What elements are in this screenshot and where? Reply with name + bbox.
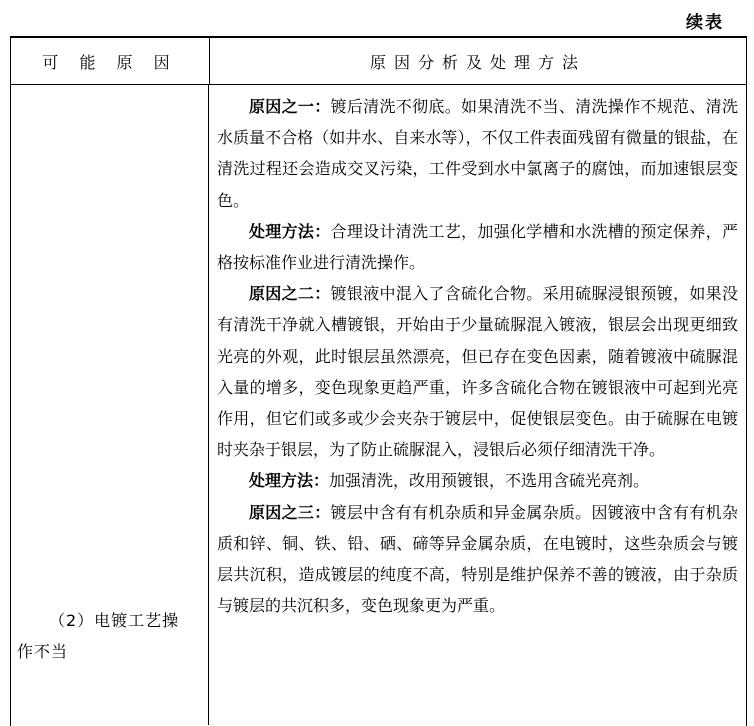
header-cause: 可 能 原 因 bbox=[11, 38, 210, 84]
paragraph-lead: 原因之三： bbox=[249, 502, 331, 522]
paragraph-lead: 处理方法： bbox=[249, 221, 331, 241]
paragraph-lead: 处理方法： bbox=[249, 471, 330, 491]
analysis-cell bbox=[209, 85, 746, 725]
table-header-row bbox=[11, 38, 746, 85]
paragraph-cause-1 bbox=[217, 91, 738, 216]
paragraph-text: 镀层中含有有机杂质和异金属杂质。因镀液中含有有机杂质和锌、铜、铁、铅、硒、碲等异金属杂质，在电镀时，这些杂质会与镀层共沉积，造成镀层的纯度不高，特别是维护保养不善的镀液，由于杂质与镀层的共沉积多，变色现象更为严重。 bbox=[217, 502, 738, 616]
paragraph-cause-3 bbox=[217, 497, 738, 622]
paragraph-lead: 原因之二： bbox=[249, 284, 331, 304]
header-analysis: 原因分析及处理方法 bbox=[369, 52, 586, 72]
paragraph-lead: 原因之一： bbox=[249, 97, 331, 116]
continued-label: 续表 bbox=[686, 13, 724, 33]
paragraph-treatment-1 bbox=[217, 216, 738, 278]
cause-text bbox=[17, 605, 202, 667]
paragraph-text: 镀银液中混入了含硫化合物。采用硫脲浸银预镀，如果没有清洗干净就入槽镀银，开始由于少量硫脲混入镀液，银层会出现更细致光亮的外观，此时银层虽然漂亮，但已存在变色因素，随着镀液中硫脲混入量的增多，变色现象更趋严重，许多含硫化合物在镀银液中可起到光亮作用，但它们或多或少会夹杂于镀层中，促使银层变色。由于硫脲在电镀时夹杂于银层，为了防止硫脲混入，浸银后必须仔细清洗干净。 bbox=[217, 284, 738, 460]
paragraph-text: 加强清洗，改用预镀银，不选用含硫光亮剂。 bbox=[329, 471, 650, 491]
paragraph-treatment-2 bbox=[217, 465, 738, 496]
paragraph-text: 镀后清洗不彻底。如果清洗不当、清洗操作不规范、清洗水质量不合格（如井水、自来水等），不仅工件表面残留有微量的银盐，在清洗过程还会造成交叉污染，工件受到水中氯离子的腐蚀，而加速银层变色。 bbox=[217, 97, 738, 210]
cause-analysis-table bbox=[10, 36, 747, 726]
paragraph-cause-2 bbox=[217, 278, 738, 465]
table-row bbox=[11, 85, 746, 725]
cause-line-2: 作不当 bbox=[17, 642, 69, 661]
paragraph-text: 合理设计清洗工艺，加强化学槽和水洗槽的预定保养，严格按标准作业进行清洗操作。 bbox=[217, 221, 738, 273]
cause-cell bbox=[11, 85, 209, 725]
cause-line-1: （2）电镀工艺操 bbox=[49, 611, 180, 630]
